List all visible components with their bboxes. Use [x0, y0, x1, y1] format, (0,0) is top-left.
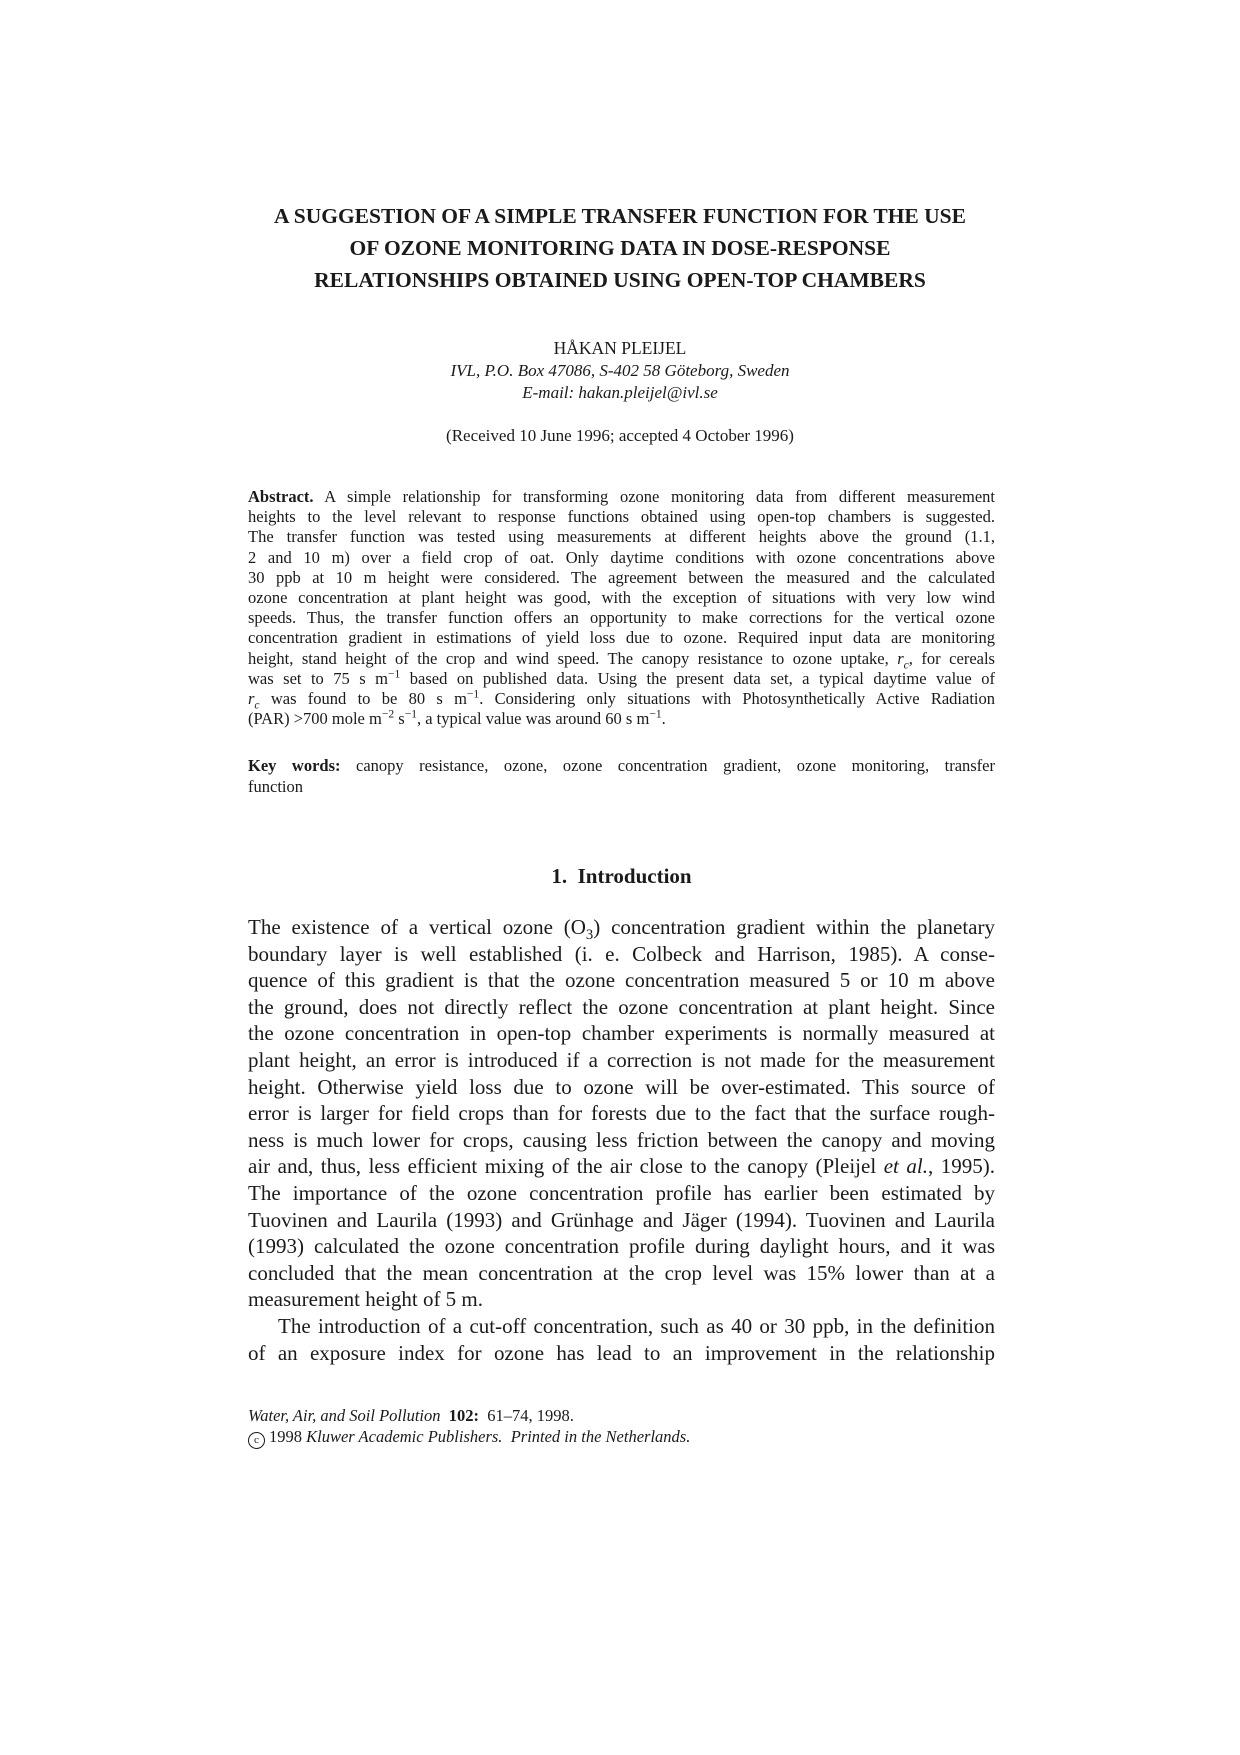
journal-footer	[248, 1405, 995, 1449]
journal-pages: 61–74, 1998.	[487, 1406, 574, 1425]
body-line: The introduction of a cut-off concentration, such as 40 or 30 ppb, in the definition	[278, 1313, 995, 1338]
body-line: height. Otherwise yield loss due to ozone will be over-estimated. This source of	[248, 1074, 995, 1099]
body-line: measurement height of 5 m.	[248, 1287, 484, 1312]
abstract-line: 30 ppb at 10 m height were considered. The agreement between the measured and the calculated	[248, 567, 995, 587]
abstract-line: height, stand height of the crop and wind speed. The canopy resistance to ozone uptake, $r_c$, for cereals	[248, 648, 995, 671]
body-line: Tuovinen and Laurila (1993) and Grünhage and Jäger (1994). Tuovinen and Laurila	[248, 1207, 995, 1232]
received-dates: (Received 10 June 1996; accepted 4 October 1996)	[446, 426, 794, 445]
publisher: Kluwer Academic Publishers.	[306, 1427, 503, 1446]
abstract-line: A simple relationship for transforming ozone monitoring data from different measurement	[324, 487, 995, 506]
journal-volume: 102:	[448, 1406, 480, 1425]
body-line: the ground, does not directly reflect the ozone concentration at plant height. Since	[248, 994, 995, 1019]
paper-title	[220, 200, 1020, 296]
abstract-line: ozone concentration at plant height was good, with the exception of situations with very low wind	[248, 587, 995, 607]
section-number: 1.	[551, 864, 568, 888]
author-affiliation	[220, 360, 1020, 404]
title-line-2: OF OZONE MONITORING DATA IN DOSE-RESPONSE	[349, 236, 891, 260]
section-title: Introduction	[577, 864, 692, 888]
body-line: plant height, an error is introduced if a correction is not made for the measurement	[248, 1047, 995, 1072]
copyright-icon: c	[248, 1432, 265, 1449]
keywords-line: canopy resistance, ozone, ozone concentration gradient, ozone monitoring, transfer	[356, 756, 995, 775]
abstract-line: The transfer function was tested using measurements at different heights above the ground (1.1,	[248, 527, 995, 547]
author-address: IVL, P.O. Box 47086, S-402 58 Göteborg, Sweden	[450, 361, 790, 380]
body-line: of an exposure index for ozone has lead to an improvement in the relationship	[248, 1340, 995, 1365]
body-line: the ozone concentration in open-top chamber experiments is normally measured at	[248, 1021, 995, 1046]
abstract-line: (PAR) >700 mole $m^{-2}$ $s^{-1}$, a typical value was around 60 s $m^{-1}$.	[248, 708, 666, 729]
printed-note: Printed in the Netherlands.	[510, 1427, 691, 1446]
journal-name: Water, Air, and Soil Pollution	[248, 1406, 441, 1425]
abstract-line: speeds. Thus, the transfer function offers an opportunity to make corrections for the vertical ozone	[248, 608, 995, 628]
abstract	[248, 487, 995, 729]
title-line-3: RELATIONSHIPS OBTAINED USING OPEN-TOP CHAMBERS	[314, 268, 926, 292]
body-line: (1993) calculated the ozone concentration profile during daylight hours, and it was	[248, 1234, 995, 1259]
keywords-line: function	[248, 777, 303, 796]
body-line: The existence of a vertical ozone $(O_3)$ concentration gradient within the planetary	[248, 915, 995, 944]
copyright-year: 1998	[269, 1427, 302, 1446]
body-line: concluded that the mean concentration at the crop level was 15% lower than at a	[248, 1260, 995, 1285]
body-line: error is larger for field crops than for forests due to the fact that the surface rough-	[248, 1101, 995, 1126]
body-line: ness is much lower for crops, causing less friction between the canopy and moving	[248, 1127, 995, 1152]
title-line-1: A SUGGESTION OF A SIMPLE TRANSFER FUNCTION FOR THE USE	[274, 204, 966, 228]
introduction-body	[248, 914, 995, 1366]
author-email: E-mail: hakan.pleijel@ivl.se	[522, 383, 718, 402]
abstract-line: 2 and 10 m) over a field crop of oat. Only daytime conditions with ozone concentrations above	[248, 547, 995, 567]
keywords-label: Key words:	[248, 756, 341, 775]
citation-line	[248, 1405, 995, 1426]
abstract-line: concentration gradient in estimations of yield loss due to ozone. Required input data are monitoring	[248, 628, 995, 648]
section-heading	[248, 862, 995, 890]
abstract-line: heights to the level relevant to response functions obtained using open-top chambers is suggested.	[248, 507, 995, 527]
abstract-label: Abstract.	[248, 487, 314, 506]
author-name: HÅKAN PLEIJEL	[553, 338, 687, 358]
abstract-line: $r_c$ was found to be 80 s $m^{-1}$. Considering only situations with Photosynthetically Active Radiation	[248, 688, 995, 712]
copyright-line	[248, 1426, 995, 1449]
abstract-line: was set to 75 s $m^{-1}$ based on published data. Using the present data set, a typical daytime value of	[248, 668, 995, 688]
body-line: The importance of the ozone concentration profile has earlier been estimated by	[248, 1180, 995, 1205]
body-line: boundary layer is well established (i. e. Colbeck and Harrison, 1985). A conse-	[248, 941, 995, 966]
body-line: quence of this gradient is that the ozone concentration measured 5 or 10 m above	[248, 968, 995, 993]
body-line: air and, thus, less efficient mixing of the air close to the canopy (Pleijel et al., 1995).	[248, 1154, 996, 1179]
keywords	[248, 755, 995, 797]
